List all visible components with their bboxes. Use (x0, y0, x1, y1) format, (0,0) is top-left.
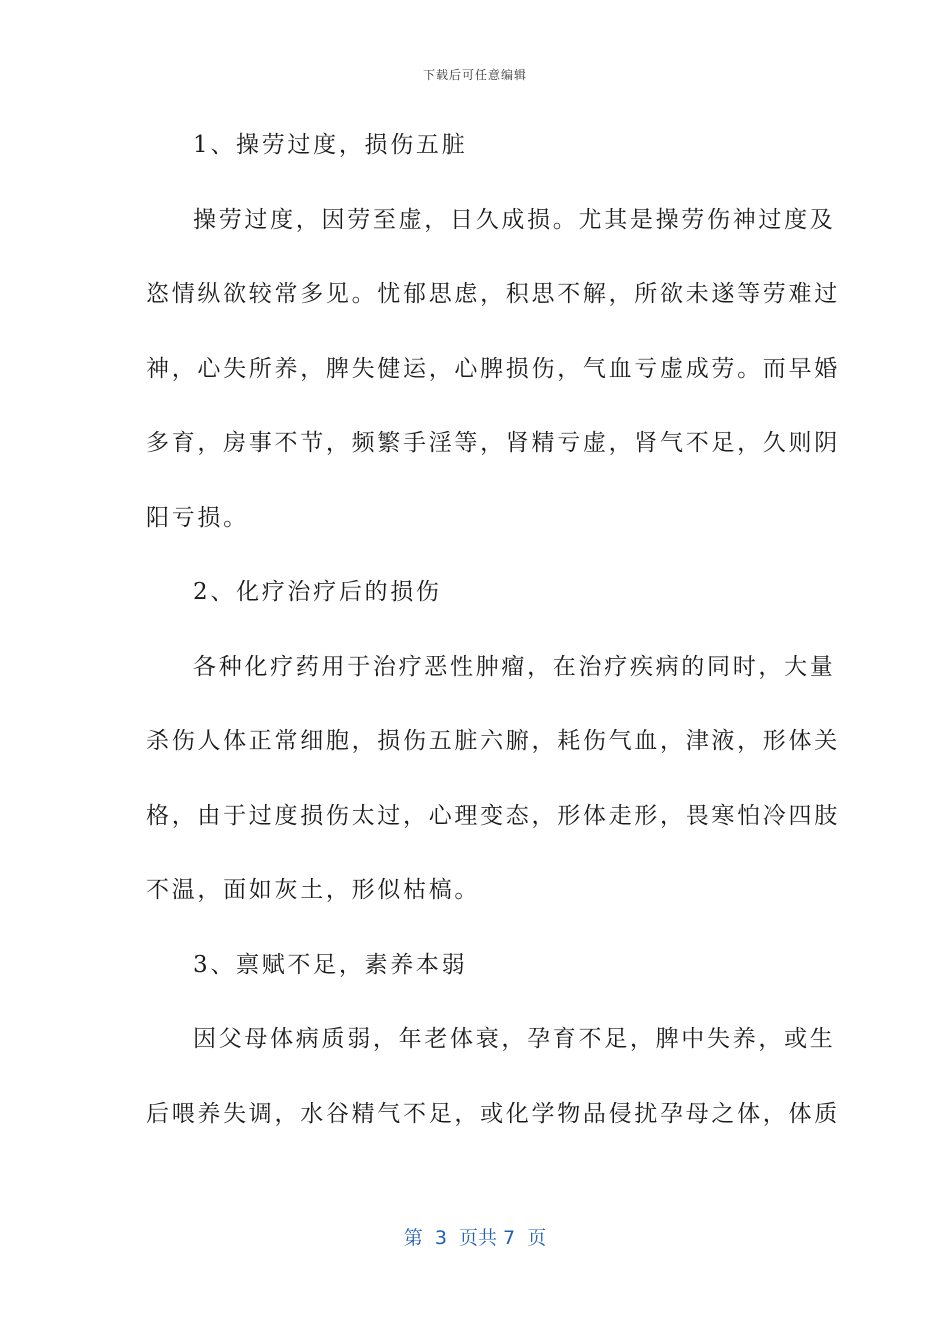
paragraph-line: 杀伤人体正常细胞，损伤五脏六腑，耗伤气血，津液，形体关 (146, 728, 840, 754)
section-heading: 2、化疗治疗后的损伤 (193, 579, 442, 605)
section-heading: 1、操劳过度，损伤五脏 (193, 132, 468, 158)
header-note: 下载后可任意编辑 (422, 68, 527, 82)
paragraph-line: 格，由于过度损伤太过，心理变态，形体走形，畏寒怕冷四肢 (146, 802, 840, 829)
section-heading: 3、禀赋不足，素养本弱 (193, 951, 468, 978)
paragraph-line: 神，心失所养，脾失健运，心脾损伤，气血亏虚成劳。而早婚 (146, 355, 840, 382)
paragraph-line: 阳亏损。 (146, 504, 249, 531)
document-body (146, 118, 840, 1161)
paragraph-line: 因父母体病质弱，年老体衰，孕育不足，脾中失养，或生 (193, 1026, 836, 1052)
paragraph-line: 各种化疗药用于治疗恶性肿瘤，在治疗疾病的同时，大量 (193, 653, 836, 680)
paragraph-line: 不温，面如灰土，形似枯槁。 (146, 877, 481, 903)
paragraph-line: 后喂养失调，水谷精气不足，或化学物品侵扰孕母之体，体质 (146, 1100, 840, 1127)
paragraph-line: 操劳过度，因劳至虚，日久成损。尤其是操劳伤神过度及 (193, 206, 836, 233)
paragraph-line: 恣情纵欲较常多见。忧郁思虑，积思不解，所欲未遂等劳难过 (146, 281, 840, 307)
paragraph-line: 多育，房事不节，频繁手淫等，肾精亏虚，肾气不足，久则阴 (146, 430, 840, 456)
page-number: 第 3 页共 7 页 (403, 1227, 547, 1249)
